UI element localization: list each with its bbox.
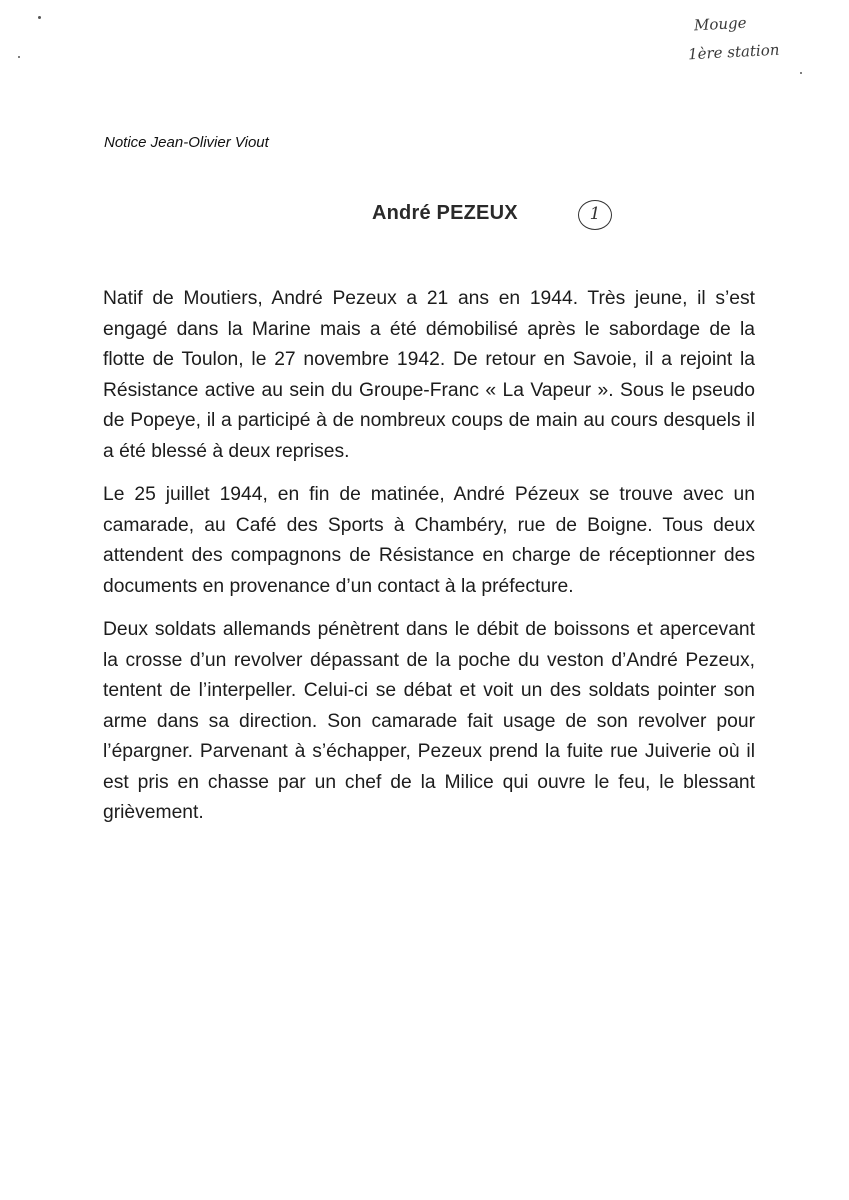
scan-speck (38, 16, 41, 19)
handwritten-note-line1: Mouge (693, 13, 747, 35)
scan-speck (800, 72, 802, 74)
scan-speck (18, 56, 20, 58)
circled-page-number: 1 (578, 200, 612, 230)
paragraph-1: Natif de Moutiers, André Pezeux a 21 ans en 1944. Très jeune, il s’est engagé dans la Marine mais a été démobilisé après le sabordage de la flotte de Toulon, le 27 novembre 1942. De retour en Savoie, il a rejoint la Résistance active au sein du Groupe-Franc « La Vapeur ». Sous le pseudo de Popeye, il a participé à de nombreux coups de main au cours desquels il a été blessé à deux reprises. (103, 288, 755, 462)
paragraph-3: Deux soldats allemands pénètrent dans le débit de boissons et apercevant la crosse d’un revolver dépassant de la poche du veston d’André Pezeux, tentent de l’interpeller. Celui-ci se débat et voit un des soldats pointer son arme dans sa direction. Son camarade fait usage de son revolver pour l’épargner. Parvenant à s’échapper, Pezeux prend la fuite rue Juiverie où il est pris en chasse par un chef de la Milice qui ouvre le feu, le blessant grièvement. (103, 619, 755, 823)
handwritten-note-line2: 1ère station (687, 40, 780, 64)
notice-author: Notice Jean-Olivier Viout (104, 134, 269, 151)
paragraph-2: Le 25 juillet 1944, en fin de matinée, André Pézeux se trouve avec un camarade, au Café des Sports à Chambéry, rue de Boigne. Tous deux attendent des compagnons de Résistance en charge de réceptionner des documents en provenance d’un contact à la préfecture. (103, 484, 755, 597)
page-title: André PEZEUX (372, 202, 518, 224)
body-text (103, 284, 755, 842)
